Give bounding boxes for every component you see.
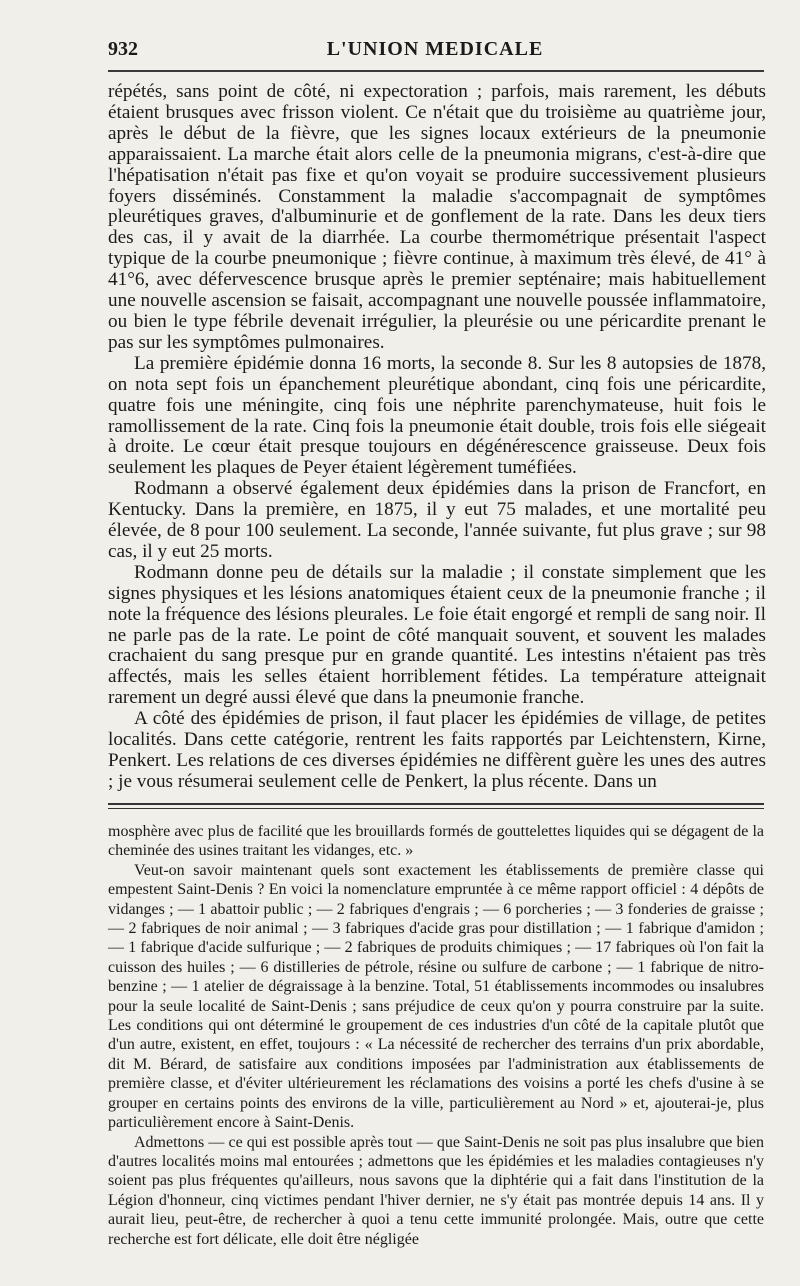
main-paragraph: Rodmann donne peu de détails sur la maladie ; il constate simplement que les signes physiques et les lésions anatomiques étaient ceux de la pneumonie franche ; il note la fréquence des lésions pleurales. Le foie était engorgé et rempli de sang noir. Il ne parle pas de la rate. Le point de côté manquait souvent, et souvent les malades crachaient du sang presque pur en grande quantité. Les intestins n'étaient pas très affectés, mais les selles étaient horriblement fétides. La température atteignait rarement un degré aussi élevé que dans la pneumonie franche. <box>108 561 766 709</box>
page-number: 932 <box>108 38 138 60</box>
main-paragraph: répétés, sans point de côté, ni expectoration ; parfois, mais rarement, les débuts étaient brusques avec frisson violent. Ce n'était que du troisième au quatrième jour, après le début de la fièvre, que les signes locaux extérieurs de la pneumonie apparaissaient. La marche était alors celle de la pneumonia migrans, c'est-à-dire que l'hépatisation n'était pas fixe et qu'on voyait se produire successivement plusieurs foyers disséminés. Constamment la maladie s'accompagnait de symptômes pleurétiques graves, d'albuminurie et de gonflement de la rate. Dans les deux tiers des cas, il y avait de la diarrhée. La courbe thermométrique présentait l'aspect typique de la courbe pneumonique ; fièvre continue, à maximum très élevé, de 41° à 41°6, avec défervescence brusque après le premier septénaire; mais habituellement une nouvelle ascension se faisait, accompagnant une nouvelle poussée inflammatoire, ou bien le type fébrile devenait irrégulier, la pleurésie ou une péricardite prenant le pas sur les symptômes pulmonaires. <box>108 81 767 353</box>
running-title: L'UNION MEDICALE <box>326 38 544 60</box>
header-rule <box>108 70 764 72</box>
page-header <box>108 38 762 68</box>
note-paragraph: Admettons — ce qui est possible après tout — que Saint-Denis ne soit pas plus insalubre que bien d'autres localités moins mal entourées ; admettons que les épidémies et les maladies contagieuses n'y soient pas plus fréquentes qu'ailleurs, nous savons que la diphtérie qui a fait dans l'institution de la Légion d'honneur, cinq victimes pendant l'hiver dernier, ne s'y était pas montrée depuis 14 ans. Il y aurait lieu, peut-être, de rechercher à quoi a tenu cette immunité prolongée. Mais, outre que cette recherche est fort délicate, elle doit être négligée <box>108 1133 764 1248</box>
note-paragraph: Veut-on savoir maintenant quels sont exactement les établissements de première classe qui empestent Saint-Denis ? En voici la nomenclature empruntée à ce même rapport officiel : 4 dépôts de vidanges ; — 1 abattoir public ; — 2 fabriques d'engrais ; — 6 porcheries ; — 3 fonderies de graisse ; — 2 fabriques de noir animal ; — 3 fabriques d'acide gras pour distillation ; — 1 fabrique d'amidon ; — 1 fabrique d'acide sulfurique ; — 2 fabriques de produits chimiques ; — 17 fabriques où l'on fait la cuisson des huiles ; — 6 distilleries de pétrole, résine ou sulfure de carbone ; — 1 fabrique de nitro-benzine ; — 1 atelier de dégraissage à la benzine. Total, 51 établissements incommodes ou insalubres pour la seule localité de Saint-Denis ; sans préjudice de ceux qu'on y pourra construire par la suite. Les conditions qui ont déterminé le groupement de ces industries d'un côté de la capitale plutôt que d'un autre, existent, en effet, toujours : « La nécessité de rechercher des terrains d'un prix abordable, dit M. Bérard, de satisfaire aux conditions imposées par l'administration aux établissements de première classe, et d'éviter ultérieurement les réclamations des voisins a porté les chefs d'usine à se grouper en certains points des environs de la ville, particulièrement au Nord » et, ajouterai-je, plus particulièrement encore à Saint-Denis. <box>108 861 764 1132</box>
footnote-rule <box>108 803 764 805</box>
footnote-text <box>108 822 764 1249</box>
main-paragraph: Rodmann a observé également deux épidémies dans la prison de Francfort, en Kentucky. Dans la première, en 1875, il y eut 75 malades, et une mortalité peu élevée, de 8 pour 100 seulement. La seconde, l'année suivante, fut plus grave ; sur 98 cas, il y eut 25 morts. <box>108 478 766 562</box>
main-text <box>108 82 766 793</box>
main-paragraph: La première épidémie donna 16 morts, la seconde 8. Sur les 8 autopsies de 1878, on nota sept fois un épanchement pleurétique abondant, cinq fois une péricardite, quatre fois une méningite, cinq fois une néphrite parenchymateuse, huit fois le ramollissement de la rate. Cinq fois la pneumonie était double, trois fois elle siégeait à droite. Le cœur était presque toujours en dégénérescence graisseuse. Deux fois seulement les plaques de Peyer étaient légèrement tuméfiées. <box>108 352 766 479</box>
main-paragraph: A côté des épidémies de prison, il faut placer les épidémies de village, de petites localités. Dans cette catégorie, rentrent les faits rapportés par Leichtenstern, Kirne, Penkert. Les relations de ces diverses épidémies ne diffèrent guère les unes des autres ; je vous résumerai seulement celle de Penkert, la plus récente. Dans un <box>108 708 766 792</box>
footnote-rule-thin <box>108 808 764 809</box>
note-paragraph: mosphère avec plus de facilité que les brouillards formés de gouttelettes liquides qui se dégagent de la cheminée des usines traitant les vidanges, etc. » <box>108 823 764 860</box>
